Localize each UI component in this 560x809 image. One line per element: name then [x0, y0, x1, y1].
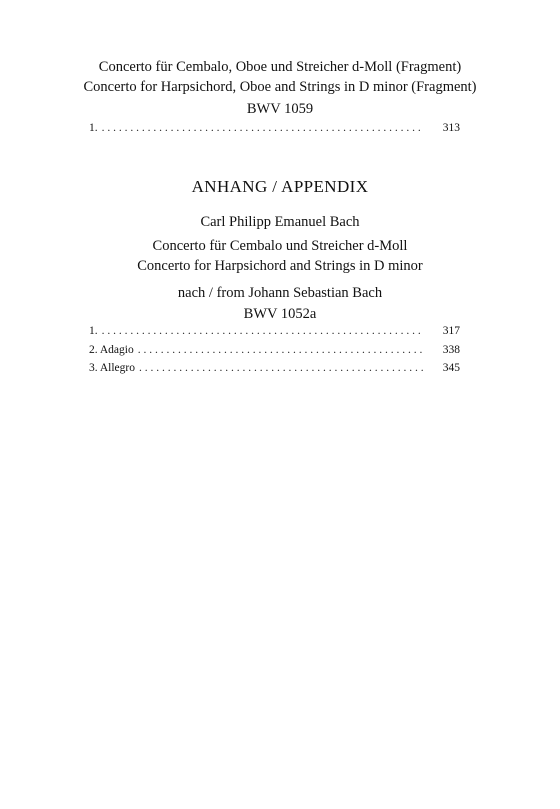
toc-entry-label: 3. Allegro	[89, 362, 135, 374]
toc-entry-page: 345	[442, 362, 460, 374]
section1-title-de: Concerto für Cembalo, Oboe und Streicher d-Moll (Fragment)	[98, 59, 462, 75]
toc-entry	[89, 120, 460, 136]
toc-entry-label: 1.	[89, 325, 98, 337]
toc-entry-label: 2. Adagio	[89, 344, 134, 356]
appendix-after: nach / from Johann Sebastian Bach	[177, 285, 383, 301]
toc-leader-dots	[138, 342, 424, 358]
toc-leader-dots	[102, 323, 424, 339]
toc-entry-page: 313	[442, 122, 460, 134]
toc-leader-dots	[139, 360, 424, 376]
section1-catalog: BWV 1059	[246, 101, 314, 117]
appendix-catalog: BWV 1052a	[243, 306, 317, 322]
toc-entry-label: 1.	[89, 122, 98, 134]
appendix-title-de: Concerto für Cembalo und Streicher d-Moll	[152, 238, 408, 254]
toc-entry-page: 317	[442, 325, 460, 337]
appendix-title-en: Concerto for Harpsichord and Strings in D minor	[137, 258, 423, 274]
toc-leader-dots	[102, 120, 424, 136]
toc-entry	[89, 323, 460, 339]
appendix-composer: Carl Philipp Emanuel Bach	[200, 214, 360, 230]
toc-entry	[89, 360, 460, 376]
toc-entry	[89, 342, 460, 358]
appendix-heading: ANHANG / APPENDIX	[191, 177, 369, 196]
section1-title-en: Concerto for Harpsichord, Oboe and Strings in D minor (Fragment)	[83, 79, 477, 95]
toc-entry-page: 338	[442, 344, 460, 356]
